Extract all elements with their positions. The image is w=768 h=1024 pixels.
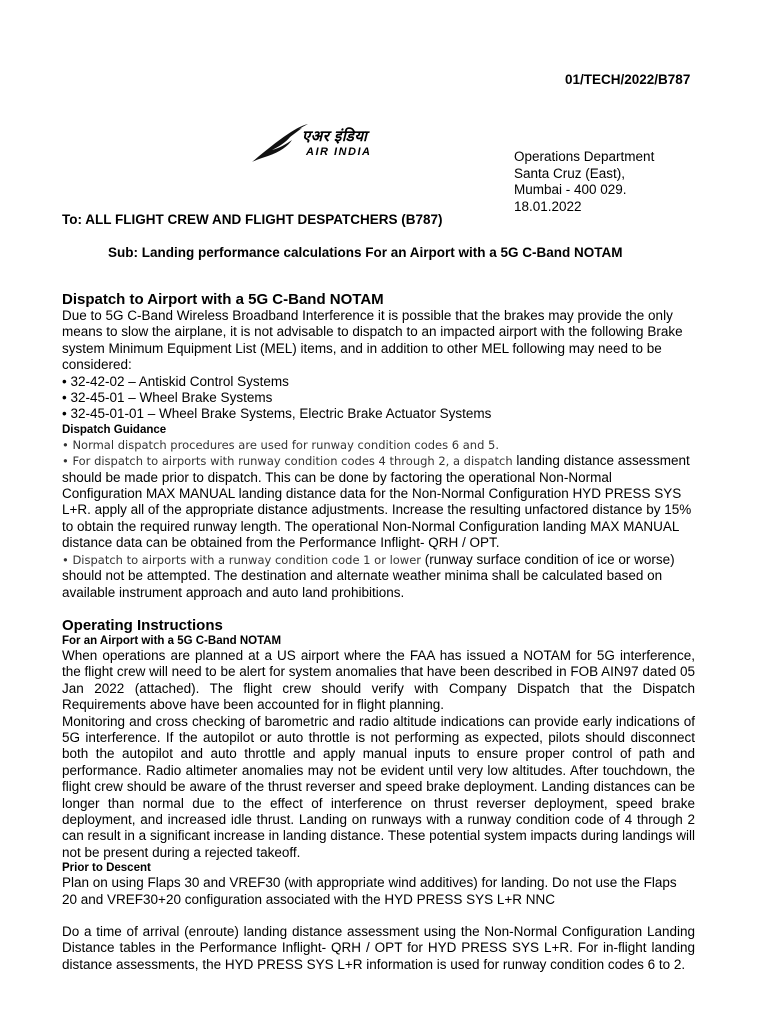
document-date: 18.01.2022 <box>514 198 582 214</box>
address-line: Mumbai - 400 029. <box>514 182 627 197</box>
recipient-line: To: ALL FLIGHT CREW AND FLIGHT DESPATCHERS (B787) <box>62 212 443 227</box>
descent-paragraph: Do a time of arrival (enroute) landing distance assessment using the Non-Normal Configuration Landing Distance tables in the Performance Inflight- QRH / OPT for HYD PRESS SYS L+R. For in-flight landing distance assessments, the HYD PRESS SYS L+R information is used for runway condition codes 6 to 2. <box>62 924 695 972</box>
section-heading-operating: Operating Instructions <box>62 616 223 634</box>
address-line: Operations Department <box>514 149 655 164</box>
dispatch-intro: Due to 5G C-Band Wireless Broadband Interference it is possible that the brakes may provide the only means to slow the airplane, it is not advisable to dispatch to an impacted airport with the following Brake system Minimum Equipment List (MEL) items, and in addition to other MEL following may need to be considered: <box>62 308 683 373</box>
guidance-item-1: • Normal dispatch procedures are used for runway condition codes 6 and 5. <box>62 437 499 452</box>
mel-item: • 32-45-01-01 – Wheel Brake Systems, Electric Brake Actuator Systems <box>62 406 492 422</box>
mel-item: • 32-42-02 – Antiskid Control Systems <box>62 373 289 389</box>
logo-hindi-text: एअर इंडिया <box>302 128 368 145</box>
mel-item: • 32-45-01 – Wheel Brake Systems <box>62 390 273 406</box>
air-india-logo <box>250 122 400 182</box>
document-body <box>62 291 695 973</box>
sender-address <box>514 149 654 215</box>
document-reference: 01/TECH/2022/B787 <box>565 72 691 87</box>
section-heading-dispatch: Dispatch to Airport with a 5G C-Band NOTAM <box>62 291 384 308</box>
dispatch-guidance-heading: Dispatch Guidance <box>62 423 167 436</box>
guidance-item-2: • For dispatch to airports with runway condition codes 4 through 2, a dispatch landing distance assessment should be made prior to dispatch. This can be done by factoring the operational Non-Normal Configuration MAX MANUAL landing distance data for the Non-Normal Configuration HYD PRESS SYS L+R. apply all of the appropriate distance adjustments. Increase the resulting unfactored distance by 15% to obtain the required runway length. The operational Non-Normal Configuration landing MAX MANUAL distance data can be obtained from the Performance Inflight- QRH / OPT. <box>62 453 692 551</box>
descent-heading: Prior to Descent <box>62 862 151 875</box>
operating-paragraph: Monitoring and cross checking of barometric and radio altitude indications can provide early indications of 5G interference. If the autopilot or auto throttle is not performing as expected, pilots should disconnect both the autopilot and auto throttle and apply manual inputs to ensure proper control of path and performance. Radio altimeter anomalies may not be evident until very low altitudes. After touchdown, the flight crew should be aware of the thrust reverser and speed brake deployment. Landing distances can be longer than normal due to the effect of interference on thrust reverser deployment, speed brake deployment, and increased idle thrust. Landing on runways with a runway condition code of 4 through 2 can result in a significant increase in landing distance. These potential system impacts during landings will not be present during a rejected takeoff. <box>62 713 695 860</box>
address-line: Santa Cruz (East), <box>514 165 626 181</box>
operating-subheading: For an Airport with a 5G C-Band NOTAM <box>62 634 282 647</box>
logo-english-text: AIR INDIA <box>306 146 372 158</box>
subject-line: Sub: Landing performance calculations For an Airport with a 5G C-Band NOTAM <box>108 245 623 260</box>
centaur-wing-icon <box>250 122 310 166</box>
operating-paragraph: When operations are planned at a US airport where the FAA has issued a NOTAM for 5G interference, the flight crew will need to be alert for system anomalies that have been described in FOB AIN97 dated 05 Jan 2022 (attached). The flight crew should verify with Company Dispatch that the Dispatch Requirements above have been accounted for in flight planning. <box>62 647 695 713</box>
guidance-item-3: • Dispatch to airports with a runway condition code 1 or lower (runway surface condition of ice or worse) should not be attempted. The destination and alternate weather minima shall be calculated based on available instrument approach and auto land prohibitions. <box>62 551 675 600</box>
descent-paragraph: Plan on using Flaps 30 and VREF30 (with appropriate wind additives) for landing. Do not use the Flaps 20 and VREF30+20 configuration associated with the HYD PRESS SYS L+R NNC <box>62 875 677 907</box>
